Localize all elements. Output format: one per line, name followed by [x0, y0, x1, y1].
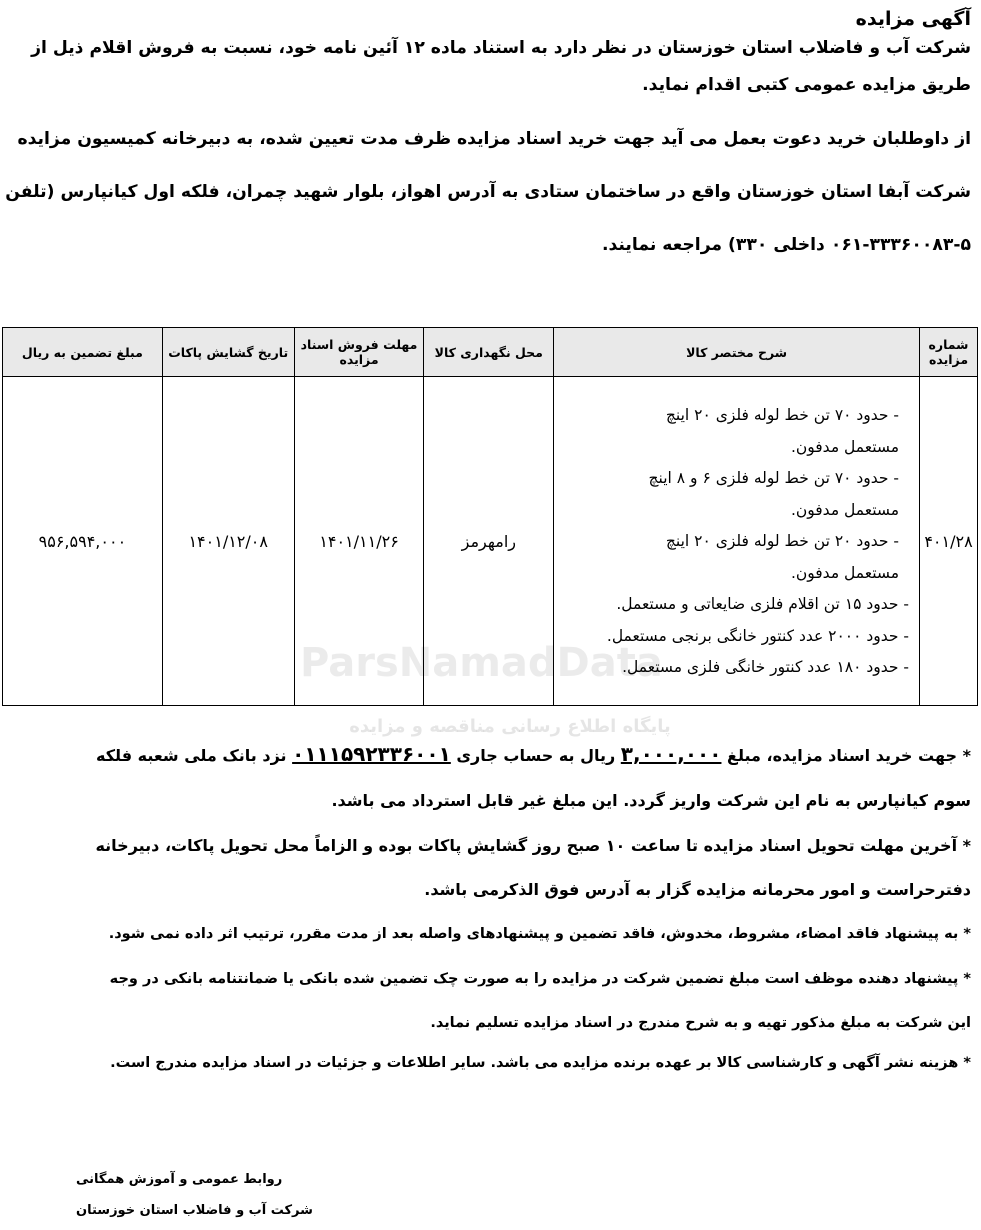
note-deadline: * آخرین مهلت تحویل اسناد مزایده تا ساعت ۱۰ صبح روز گشایش پاکات بوده و الزاماً محل تحویل پاکات، دبیرخانه — [95, 836, 971, 855]
item-line: - حدود ۲۰۰۰ عدد کنتور خانگی برنجی مستعمل. — [606, 626, 910, 645]
item-line: مستعمل مدفون. — [790, 500, 900, 519]
header-guarantee: مبلغ تضمین به ریال — [3, 328, 163, 377]
note-line: این شرکت به مبلغ مذکور تهیه و به شرح مندرج در اسناد مزایده تسلیم نماید. — [430, 1015, 971, 1031]
auction-table — [2, 327, 978, 706]
intro-line: شرکت آبفا استان خوزستان واقع در ساختمان ستادی به آدرس اهواز، بلوار شهید چمران، فلکه اول کیانپارس (تلفن — [5, 182, 971, 202]
watermark-brand: ParsNamadData — [300, 640, 663, 686]
table-header-row — [3, 328, 978, 377]
account-number: ۰۱۱۱۵۹۲۳۳۶۰۰۱ — [292, 742, 451, 766]
note-costs: * هزینه نشر آگهی و کارشناسی کالا بر عهده برنده مزایده می باشد. سایر اطلاعات و جزئیات در اسناد مزایده مندرج است. — [110, 1055, 971, 1071]
watermark-caption: پایگاه اطلاع رسانی مناقصه و مزایده — [349, 716, 671, 737]
note-text: نزد بانک ملی شعبه فلکه — [96, 746, 293, 765]
payment-amount: ۳,۰۰۰,۰۰۰ — [620, 742, 722, 766]
item-line: مستعمل مدفون. — [790, 563, 900, 582]
intro-line: ۰۶۱-۳۳۳۶۰۰۸۳-۵ داخلی ۳۳۰) مراجعه نمایند. — [601, 235, 971, 255]
header-opening: تاریخ گشایش پاکات — [162, 328, 294, 377]
page-title: آگهی مزایده — [855, 8, 971, 30]
cell-deadline: ۱۴۰۱/۱۱/۲۶ — [294, 377, 424, 706]
cell-location: رامهرمز — [424, 377, 554, 706]
item-line: - حدود ۱۸۰ عدد کنتور خانگی فلزی مستعمل. — [622, 658, 910, 677]
item-line: - حدود ۷۰ تن خط لوله فلزی ۲۰ اینچ — [665, 406, 900, 425]
note-line: دفترحراست و امور محرمانه مزایده گزار به آدرس فوق الذکرمی باشد. — [424, 880, 971, 899]
header-location: محل نگهداری کالا — [424, 328, 554, 377]
cell-guarantee: ۹۵۶,۵۹۴,۰۰۰ — [3, 377, 163, 706]
note-guarantee: * پیشنهاد دهنده موظف است مبلغ تضمین شرکت در مزایده را به صورت چک تضمین شده بانکی یا ضمانتنامه بانکی در وجه — [109, 971, 971, 987]
intro-line: شرکت آب و فاضلاب استان خوزستان در نظر دارد به استناد ماده ۱۲ آئین نامه خود، نسبت به فروش اقلام ذیل از — [31, 38, 971, 58]
cell-description — [554, 377, 920, 706]
note-payment — [96, 742, 971, 766]
intro-line: از داوطلبان خرید دعوت بعمل می آید جهت خرید اسناد مزایده ظرف مدت تعیین شده، به دبیرخانه کمیسیون مزایده — [17, 129, 971, 149]
footer-company: شرکت آب و فاضلاب استان خوزستان — [76, 1203, 313, 1218]
cell-number: ۴۰۱/۲۸ — [920, 377, 978, 706]
item-line: مستعمل مدفون. — [790, 437, 900, 456]
item-line: - حدود ۲۰ تن خط لوله فلزی ۲۰ اینچ — [665, 532, 900, 551]
header-description: شرح مختصر کالا — [554, 328, 920, 377]
header-number: شماره مزایده — [920, 328, 978, 377]
note-text: * جهت خرید اسناد مزایده، مبلغ — [721, 746, 971, 765]
header-deadline: مهلت فروش اسناد مزایده — [294, 328, 424, 377]
footer-department: روابط عمومی و آموزش همگانی — [76, 1172, 283, 1187]
intro-line: طریق مزایده عمومی کتبی اقدام نماید. — [642, 75, 971, 95]
item-line: - حدود ۷۰ تن خط لوله فلزی ۶ و ۸ اینچ — [648, 469, 900, 488]
note-line: سوم کیانپارس به نام این شرکت واریز گردد. این مبلغ غیر قابل استرداد می باشد. — [331, 791, 971, 810]
note-rejection: * به پیشنهاد فاقد امضاء، مشروط، مخدوش، فاقد تضمین و پیشنهادهای واصله بعد از مدت مقرر، ترتیب اثر داده نمی شود. — [108, 926, 971, 942]
table-row — [3, 377, 978, 706]
item-line: - حدود ۱۵ تن اقلام فلزی ضایعاتی و مستعمل. — [616, 595, 910, 614]
cell-opening: ۱۴۰۱/۱۲/۰۸ — [162, 377, 294, 706]
note-text: ریال به حساب جاری — [450, 746, 621, 765]
